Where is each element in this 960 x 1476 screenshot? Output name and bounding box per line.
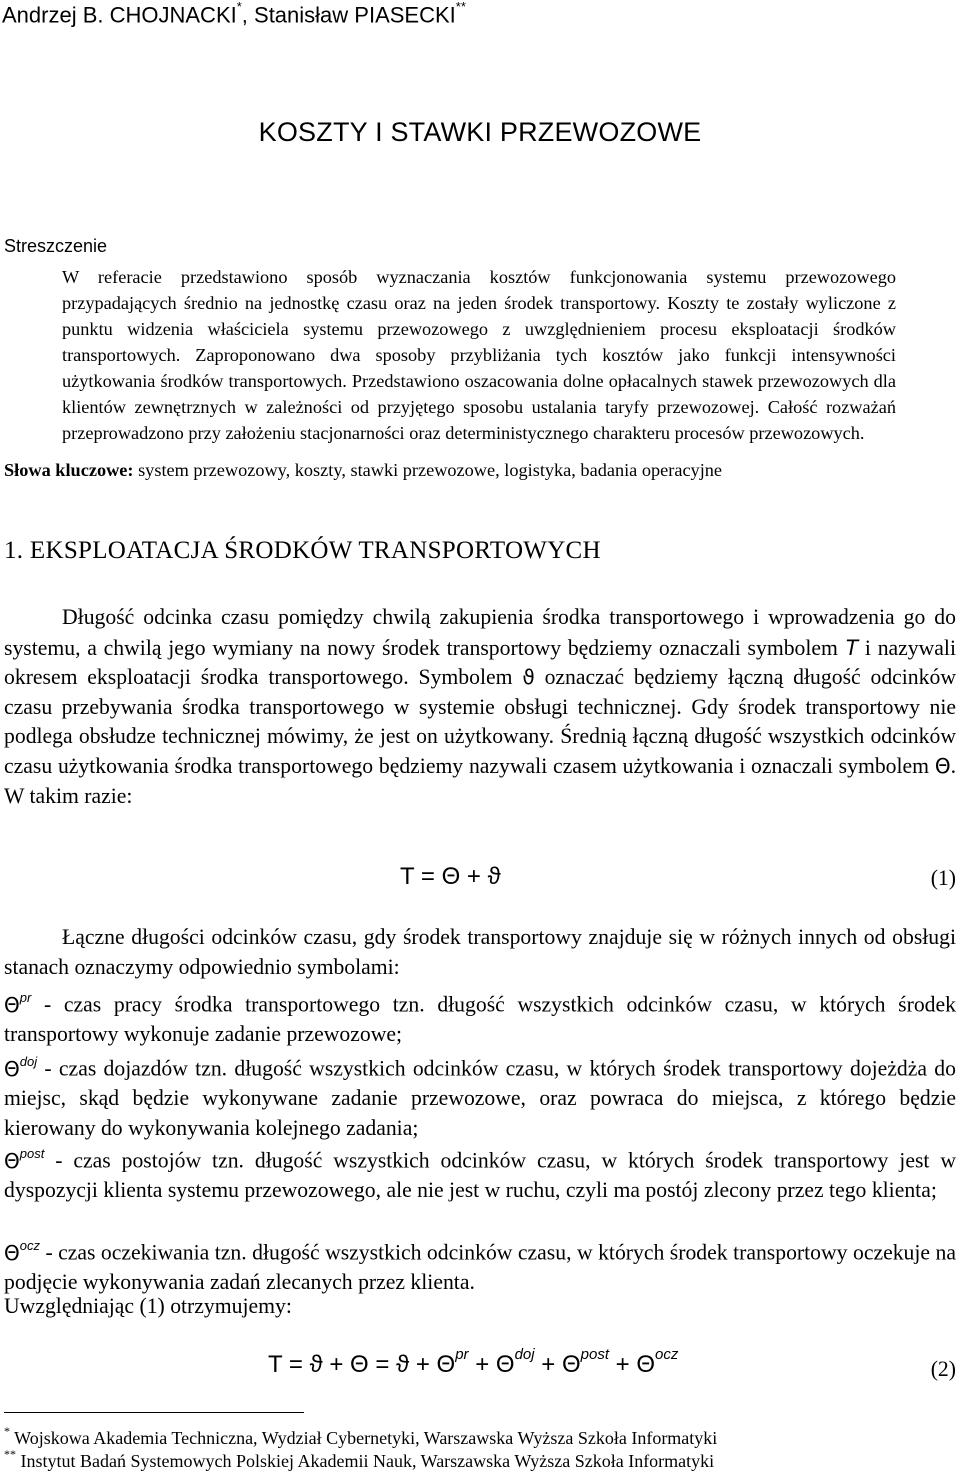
symbol-theta-pr: $\Theta^{pr}$ — [4, 990, 32, 1017]
authors-line — [2, 2, 466, 28]
definition-pr: $\Theta^{pr}$ - czas pracy środka transportowego tzn. długość wszystkich odcinków czasu, w których środek transportowy wykonuje zadanie przewozowe; — [4, 990, 956, 1047]
symbol-theta: Θ — [934, 753, 951, 778]
footnote-2: ** Instytut Badań Systemowych Polskiej Akademii Nauk, Warszawska Wyższa Szkoła Informatyki — [4, 1447, 715, 1471]
footnote-mark-2: ** — [455, 0, 466, 14]
author-2: , Stanisław PIASECKI — [241, 2, 456, 28]
equation-2: $T = ϑ + \Theta = ϑ + \Theta^{pr} + \Theta^{doj} + \Theta^{post} + \Theta^{ocz}$ — [268, 1346, 679, 1378]
paragraph-1: Długość odcinka czasu pomiędzy chwilą zakupienia środka transportowego i wprowadzenia go do systemu, a chwilą jego wymiany na nowy środek transportowy będziemy oznaczali symbolem T i nazywali okresem eksploatacji środka transportowego. Symbolem ϑ oznaczać będziemy łączną długość odcinków czasu przebywania środka transportowego w systemie obsługi technicznej. Gdy środek transportowy nie podlega obsłudze technicznej mówimy, że jest on użytkowany. Średnią łączną długość wszystkich odcinków czasu użytkowania środka transportowego będziemy nazywali czasem użytkowania i oznaczali symbolem Θ. W takim razie: — [4, 605, 957, 808]
keywords-text: system przewozowy, koszty, stawki przewozowe, logistyka, badania operacyjne — [133, 460, 723, 480]
equation-1-number: (1) — [930, 866, 956, 890]
symbol-theta-ocz: $\Theta^{ocz}$ — [4, 1238, 40, 1265]
footnote-1: * Wojskowa Akademia Techniczna, Wydział Cybernetyki, Warszawska Wyższa Szkoła Informatyki — [4, 1424, 718, 1448]
footnote-mark-1: * — [236, 0, 242, 14]
paragraph-3: Uwzględniając (1) otrzymujemy: — [4, 1294, 292, 1318]
equation-1: T = Θ + ϑ — [400, 863, 501, 890]
symbol-theta-doj: $\Theta^{doj}$ — [4, 1054, 38, 1081]
keywords-label: Słowa kluczowe: — [4, 460, 134, 480]
symbol-theta-post: $\Theta^{post}$ — [4, 1146, 45, 1173]
definition-doj: $\Theta^{doj}$ - czas dojazdów tzn. długość wszystkich odcinków czasu, w których środek transportowy dojeżdża do miejsc, skąd będzie wykonywane zadanie przewozowe, oraz powraca do miejsca, z którego będzie kierowany do wykonywania kolejnego zadania; — [4, 1054, 956, 1140]
symbol-vartheta: ϑ — [522, 665, 535, 690]
paragraph-2: Łączne długości odcinków czasu, gdy środek transportowy znajduje się w różnych innych od obsługi stanach oznaczymy odpowiednio symbolami: — [4, 925, 956, 979]
abstract-text: W referacie przedstawiono sposób wyznaczania kosztów funkcjonowania systemu przewozowego przypadających średnio na jednostkę czasu oraz na jeden środek transportowy. Koszty te zostały wyliczone z punktu widzenia właściciela systemu przewozowego z uwzględnieniem procesu eksploatacji środków transportowych. Zaproponowano dwa sposoby przybliżania tych kosztów jako funkcji intensywności użytkowania środków transportowych. Przedstawiono oszacowania dolne opłacalnych stawek przewozowych dla klientów zewnętrznych w zależności od przyjętego sposobu ustalania taryfy przewozowej. Całość rozważań przeprowadzono przy założeniu stacjonarności oraz deterministycznego charakteru procesów przewozowych. — [62, 267, 896, 443]
equation-2-number: (2) — [930, 1357, 956, 1381]
keywords — [4, 460, 904, 481]
paper-title: KOSZTY I STAWKI PRZEWOZOWE — [258, 117, 702, 147]
footnote-divider — [4, 1412, 304, 1413]
definition-ocz: $\Theta^{ocz}$ - czas oczekiwania tzn. długość wszystkich odcinków czasu, w których środek transportowy oczekuje na podjęcie wykonywania zadań zlecanych przez klienta. — [4, 1238, 956, 1295]
definition-post: $\Theta^{post}$ - czas postojów tzn. długość wszystkich odcinków czasu, w których środek transportowy jest w dyspozycji klienta systemu przewozowego, ale nie jest w ruchu, czyli ma postój zlecony przez tego klienta; — [4, 1146, 956, 1203]
section-heading: 1. EKSPLOATACJA ŚRODKÓW TRANSPORTOWYCH — [4, 537, 601, 564]
abstract-heading: Streszczenie — [4, 236, 108, 256]
author-1: Andrzej B. CHOJNACKI — [2, 2, 237, 28]
symbol-T: T — [844, 634, 859, 660]
